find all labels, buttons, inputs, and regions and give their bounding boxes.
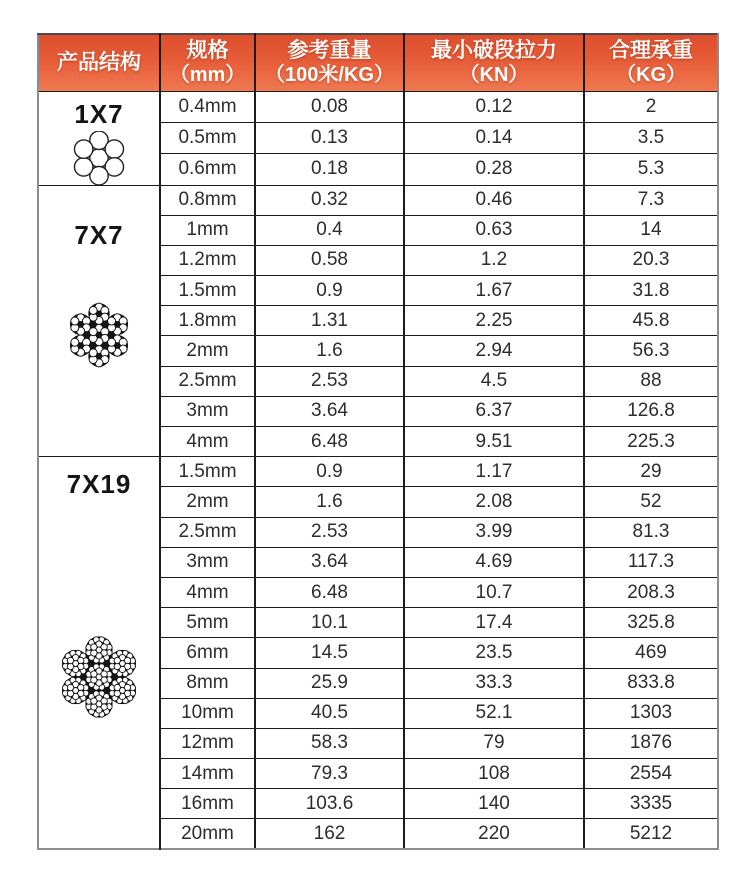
load-cell: 2 <box>584 91 718 122</box>
load-cell: 29 <box>584 457 718 487</box>
load-cell: 1876 <box>584 728 718 758</box>
header-title: 最小破段拉力 <box>431 38 557 62</box>
breaking-force-cell: 9.51 <box>404 427 584 457</box>
breaking-force-cell: 1.2 <box>404 245 584 275</box>
spec-cell: 4mm <box>160 577 255 607</box>
load-cell: 56.3 <box>584 336 718 366</box>
load-cell: 2554 <box>584 759 718 789</box>
spec-cell: 14mm <box>160 759 255 789</box>
table-row <box>38 185 718 215</box>
spec-cell: 3mm <box>160 547 255 577</box>
load-cell: 225.3 <box>584 427 718 457</box>
breaking-force-cell: 3.99 <box>404 517 584 547</box>
spec-cell: 0.4mm <box>160 91 255 122</box>
breaking-force-cell: 17.4 <box>404 608 584 638</box>
load-cell: 1303 <box>584 698 718 728</box>
header-cell-2 <box>255 34 404 91</box>
spec-cell: 1.5mm <box>160 457 255 487</box>
load-cell: 5212 <box>584 819 718 849</box>
table-row <box>38 457 718 487</box>
header-row <box>38 34 718 91</box>
header-title: 规格 <box>186 38 229 62</box>
load-cell: 52 <box>584 487 718 517</box>
header-title: 合理承重 <box>609 38 693 62</box>
load-cell: 45.8 <box>584 306 718 336</box>
spec-cell: 1.8mm <box>160 306 255 336</box>
spec-cell: 5mm <box>160 608 255 638</box>
group-structure-label: 7X7 <box>74 219 124 250</box>
weight-cell: 14.5 <box>255 638 404 668</box>
weight-cell: 103.6 <box>255 789 404 819</box>
weight-cell: 0.08 <box>255 91 404 122</box>
spec-cell: 2mm <box>160 336 255 366</box>
spec-table <box>37 33 719 850</box>
header-cell-4 <box>584 34 718 91</box>
header-cell-1 <box>160 34 255 91</box>
spec-cell: 1.5mm <box>160 276 255 306</box>
load-cell: 126.8 <box>584 396 718 426</box>
header-title: 产品结构 <box>57 51 141 75</box>
weight-cell: 0.9 <box>255 276 404 306</box>
breaking-force-cell: 0.12 <box>404 91 584 122</box>
spec-cell: 8mm <box>160 668 255 698</box>
spec-cell: 6mm <box>160 638 255 668</box>
weight-cell: 79.3 <box>255 759 404 789</box>
load-cell: 833.8 <box>584 668 718 698</box>
weight-cell: 10.1 <box>255 608 404 638</box>
weight-cell: 2.53 <box>255 517 404 547</box>
header-cell-3 <box>404 34 584 91</box>
rope-cross-section-7x7-icon <box>66 302 132 368</box>
weight-cell: 1.31 <box>255 306 404 336</box>
spec-cell: 10mm <box>160 698 255 728</box>
breaking-force-cell: 108 <box>404 759 584 789</box>
weight-cell: 3.64 <box>255 396 404 426</box>
header-subtitle: （KG） <box>616 63 686 86</box>
table-body <box>38 91 718 849</box>
weight-cell: 6.48 <box>255 577 404 607</box>
group-cell-7x19 <box>38 457 160 849</box>
spec-cell: 1.2mm <box>160 245 255 275</box>
table-header <box>38 34 718 91</box>
spec-cell: 3mm <box>160 396 255 426</box>
weight-cell: 0.9 <box>255 457 404 487</box>
header-subtitle: （mm） <box>169 63 246 86</box>
breaking-force-cell: 52.1 <box>404 698 584 728</box>
weight-cell: 0.13 <box>255 122 404 153</box>
group-cell-1x7 <box>38 91 160 185</box>
load-cell: 20.3 <box>584 245 718 275</box>
breaking-force-cell: 0.28 <box>404 154 584 185</box>
load-cell: 5.3 <box>584 154 718 185</box>
header-cell-0 <box>38 34 160 91</box>
spec-cell: 20mm <box>160 819 255 849</box>
breaking-force-cell: 0.14 <box>404 122 584 153</box>
header-title: 参考重量 <box>287 38 372 62</box>
breaking-force-cell: 23.5 <box>404 638 584 668</box>
breaking-force-cell: 0.63 <box>404 215 584 245</box>
load-cell: 81.3 <box>584 517 718 547</box>
spec-cell: 0.5mm <box>160 122 255 153</box>
table-row <box>38 91 718 122</box>
spec-cell: 2.5mm <box>160 517 255 547</box>
breaking-force-cell: 2.08 <box>404 487 584 517</box>
weight-cell: 162 <box>255 819 404 849</box>
load-cell: 14 <box>584 215 718 245</box>
weight-cell: 0.4 <box>255 215 404 245</box>
load-cell: 208.3 <box>584 577 718 607</box>
breaking-force-cell: 2.25 <box>404 306 584 336</box>
load-cell: 469 <box>584 638 718 668</box>
weight-cell: 40.5 <box>255 698 404 728</box>
breaking-force-cell: 10.7 <box>404 577 584 607</box>
load-cell: 7.3 <box>584 185 718 215</box>
weight-cell: 0.32 <box>255 185 404 215</box>
spec-cell: 2.5mm <box>160 366 255 396</box>
weight-cell: 58.3 <box>255 728 404 758</box>
rope-cross-section-1x7-icon <box>72 131 126 185</box>
breaking-force-cell: 6.37 <box>404 396 584 426</box>
breaking-force-cell: 220 <box>404 819 584 849</box>
load-cell: 3335 <box>584 789 718 819</box>
load-cell: 31.8 <box>584 276 718 306</box>
group-structure-label: 1X7 <box>74 98 124 129</box>
spec-cell: 0.6mm <box>160 154 255 185</box>
spec-cell: 12mm <box>160 728 255 758</box>
spec-cell: 1mm <box>160 215 255 245</box>
spec-cell: 2mm <box>160 487 255 517</box>
group-structure-label: 7X19 <box>66 469 132 500</box>
breaking-force-cell: 0.46 <box>404 185 584 215</box>
breaking-force-cell: 1.17 <box>404 457 584 487</box>
breaking-force-cell: 4.69 <box>404 547 584 577</box>
weight-cell: 0.18 <box>255 154 404 185</box>
breaking-force-cell: 33.3 <box>404 668 584 698</box>
weight-cell: 1.6 <box>255 336 404 366</box>
load-cell: 117.3 <box>584 547 718 577</box>
breaking-force-cell: 140 <box>404 789 584 819</box>
spec-cell: 16mm <box>160 789 255 819</box>
breaking-force-cell: 2.94 <box>404 336 584 366</box>
weight-cell: 1.6 <box>255 487 404 517</box>
weight-cell: 3.64 <box>255 547 404 577</box>
breaking-force-cell: 4.5 <box>404 366 584 396</box>
header-subtitle: （KN） <box>459 63 529 86</box>
rope-cross-section-7x19-icon <box>57 635 141 719</box>
breaking-force-cell: 1.67 <box>404 276 584 306</box>
spec-cell: 4mm <box>160 427 255 457</box>
weight-cell: 25.9 <box>255 668 404 698</box>
load-cell: 3.5 <box>584 122 718 153</box>
spec-cell: 0.8mm <box>160 185 255 215</box>
group-cell-7x7 <box>38 185 160 457</box>
weight-cell: 2.53 <box>255 366 404 396</box>
load-cell: 325.8 <box>584 608 718 638</box>
header-subtitle: （100米/KG） <box>265 63 394 86</box>
load-cell: 88 <box>584 366 718 396</box>
breaking-force-cell: 79 <box>404 728 584 758</box>
weight-cell: 6.48 <box>255 427 404 457</box>
weight-cell: 0.58 <box>255 245 404 275</box>
